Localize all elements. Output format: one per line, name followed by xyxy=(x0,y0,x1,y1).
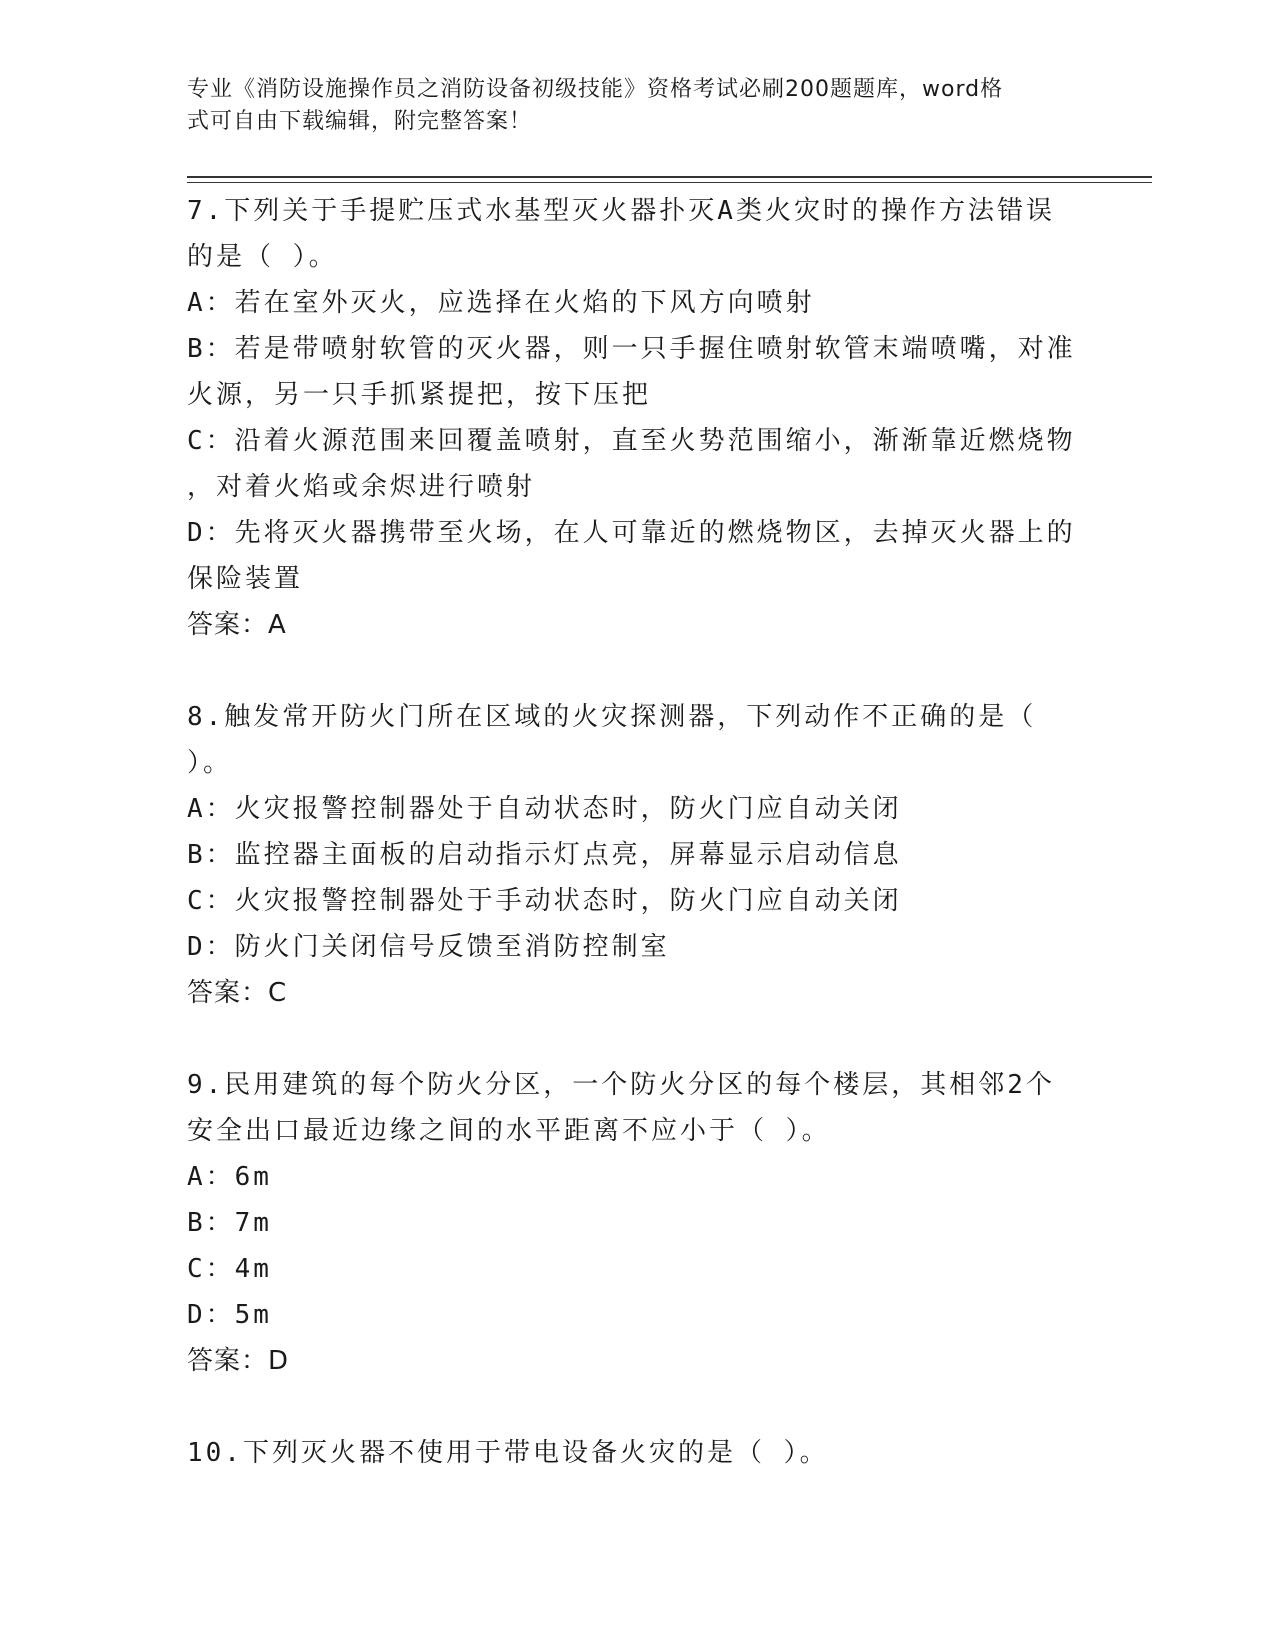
document-header xyxy=(187,74,1067,138)
option-d: D：先将灭火器携带至火场，在人可靠近的燃烧物区，去掉灭火器上的 xyxy=(187,518,1076,548)
header-line: 专业《消防设施操作员之消防设备初级技能》资格考试必刷200题题库，word格 xyxy=(187,77,1004,102)
header-divider-thick xyxy=(187,176,1152,178)
option-b: B：若是带喷射软管的灭火器，则一只手握住喷射软管末端喷嘴，对准 xyxy=(187,334,1076,364)
option-a: A：若在室外灭火，应选择在火焰的下风方向喷射 xyxy=(187,288,815,318)
question-stem-line: 的是（ ）。 xyxy=(187,242,338,272)
option-c: C：火灾报警控制器处于手动状态时，防火门应自动关闭 xyxy=(187,886,902,916)
option-c: C：沿着火源范围来回覆盖喷射，直至火势范围缩小，渐渐靠近燃烧物 xyxy=(187,426,1076,456)
question-stem-line: 7.下列关于手提贮压式水基型灭火器扑灭A类火灾时的操作方法错误 xyxy=(187,196,1055,226)
header-line: 式可自由下载编辑，附完整答案！ xyxy=(187,109,533,134)
option-b: B：监控器主面板的启动指示灯点亮，屏幕显示启动信息 xyxy=(187,840,902,870)
option-b: B：7m xyxy=(187,1208,272,1238)
question-list xyxy=(187,188,1087,1476)
answer: 答案：D xyxy=(187,1346,290,1376)
option-a: A：火灾报警控制器处于自动状态时，防火门应自动关闭 xyxy=(187,794,902,824)
answer: 答案：A xyxy=(187,610,287,640)
question-stem-line: 10.下列灭火器不使用于带电设备火灾的是（ ）。 xyxy=(187,1438,829,1468)
question-stem-line: 安全出口最近边缘之间的水平距离不应小于（ ）。 xyxy=(187,1116,831,1146)
option-d: D：5m xyxy=(187,1300,272,1330)
option-c-continuation: ，对着火焰或余烬进行喷射 xyxy=(187,472,536,502)
option-c: C：4m xyxy=(187,1254,272,1284)
answer: 答案：C xyxy=(187,978,288,1008)
option-d: D：防火门关闭信号反馈至消防控制室 xyxy=(187,932,670,962)
option-a: A：6m xyxy=(187,1162,272,1192)
question-9 xyxy=(187,1062,1087,1384)
question-stem-line: 9.民用建筑的每个防火分区，一个防火分区的每个楼层，其相邻2个 xyxy=(187,1070,1055,1100)
question-8 xyxy=(187,694,1087,1016)
question-10 xyxy=(187,1430,1087,1476)
question-stem-line: 8.触发常开防火门所在区域的火灾探测器，下列动作不正确的是（ xyxy=(187,702,1037,732)
question-stem-line: ）。 xyxy=(187,748,233,778)
option-d-continuation: 保险装置 xyxy=(187,564,304,594)
header-divider-thin xyxy=(187,182,1152,183)
question-7 xyxy=(187,188,1087,648)
option-b-continuation: 火源，另一只手抓紧提把，按下压把 xyxy=(187,380,652,410)
